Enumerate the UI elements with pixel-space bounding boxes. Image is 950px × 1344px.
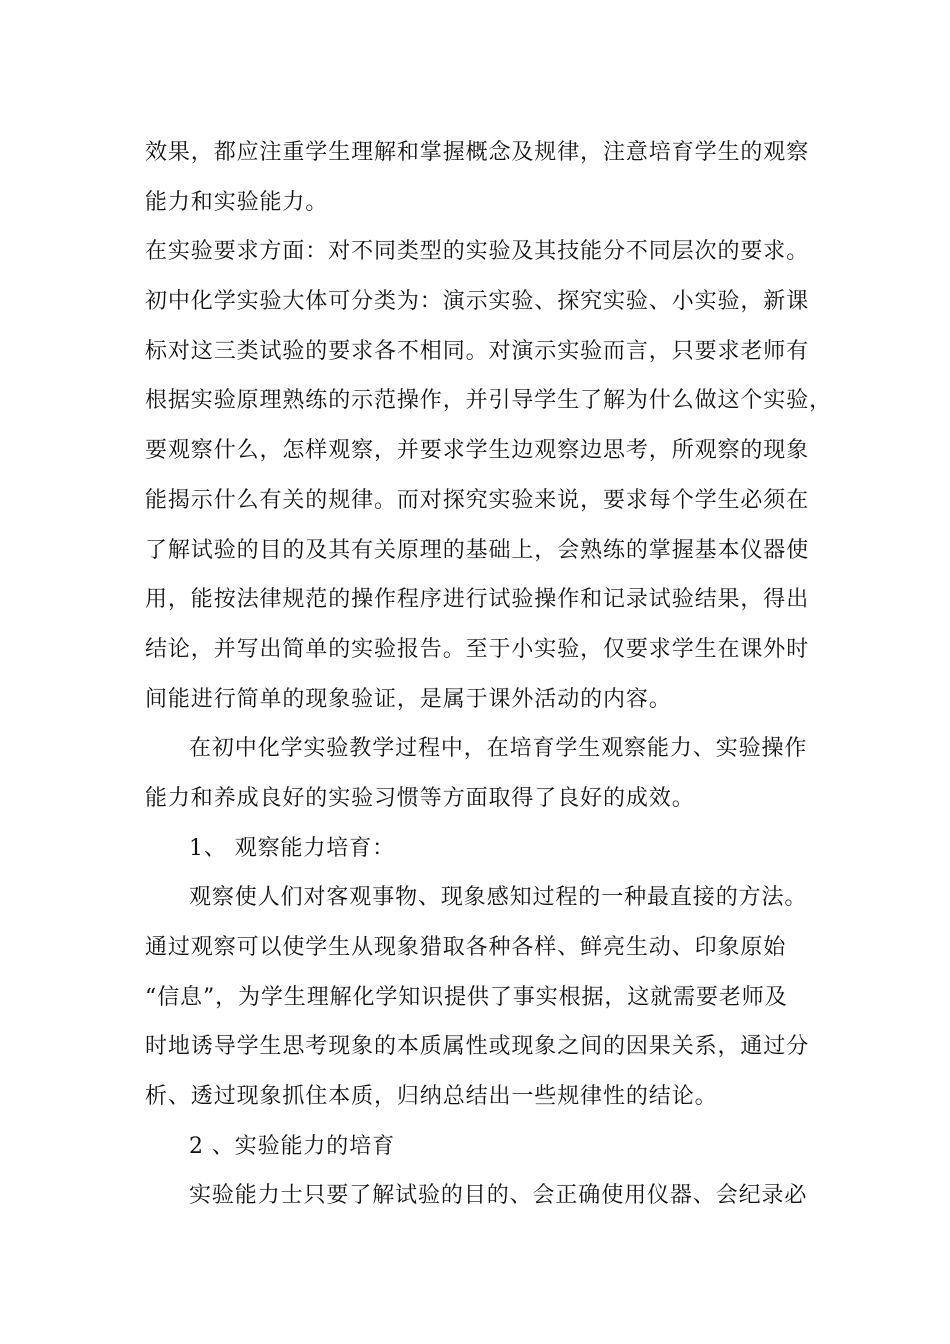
section-heading: 1、 观察能力培育： [189,835,395,861]
text-line: 在实验要求方面：对不同类型的实验及其技能分不同层次的要求。 [145,239,810,265]
section-heading: 2 、实验能力的培育 [189,1133,395,1159]
paragraph-start-line: 实验能力士只要了解试验的目的、会正确使用仪器、会纪录必 [189,1183,808,1209]
text-line: 标对这三类试验的要求各不相同。对演示实验而言，只要求老师有 [145,338,810,364]
text-line: 通过观察可以使学生从现象猎取各种各样、鲜亮生动、印象原始 [145,935,787,960]
text-line: 根据实验原理熟练的示范操作，并引导学生了解为什么做这个实验， [145,388,833,414]
text-line: 析、透过现象抓住本质，归纳总结出一些规律性的结论。 [145,1084,718,1110]
text-line: “信息”，为学生理解化学知识提供了事实根据，这就需要老师及 [145,984,788,1010]
paragraph-start-line: 在初中化学实验教学过程中，在培育学生观察能力、实验操作 [189,736,808,762]
text-line: 初中化学实验大体可分类为：演示实验、探究实验、小实验，新课 [145,289,810,315]
text-line: 要观察什么，怎样观察，并要求学生边观察边思考，所观察的现象 [145,438,810,464]
text-line: 了解试验的目的及其有关原理的基础上，会熟练的掌握基本仪器使 [145,537,810,563]
text-line: 间能进行简单的现象验证，是属于课外活动的内容。 [145,686,672,712]
document-body [145,128,833,1221]
text-line: 时地诱导学生思考现象的本质属性或现象之间的因果关系，通过分 [145,1034,810,1060]
text-line: 能力和实验能力。 [145,189,329,215]
text-line: 用，能按法律规范的操作程序进行试验操作和记录试验结果，得出 [145,587,810,613]
text-line: 结论，并写出简单的实验报告。至于小实验，仅要求学生在课外时 [145,636,810,662]
paragraph-start-line: 观察使人们对客观事物、现象感知过程的一种最直接的方法。 [189,885,808,911]
text-line: 能力和养成良好的实验习惯等方面取得了良好的成效。 [145,785,695,811]
text-line: 能揭示什么有关的规律。而对探究实验来说，要求每个学生必须在 [145,487,810,513]
text-line: 效果，都应注重学生理解和掌握概念及规律，注意培育学生的观察 [145,140,810,165]
